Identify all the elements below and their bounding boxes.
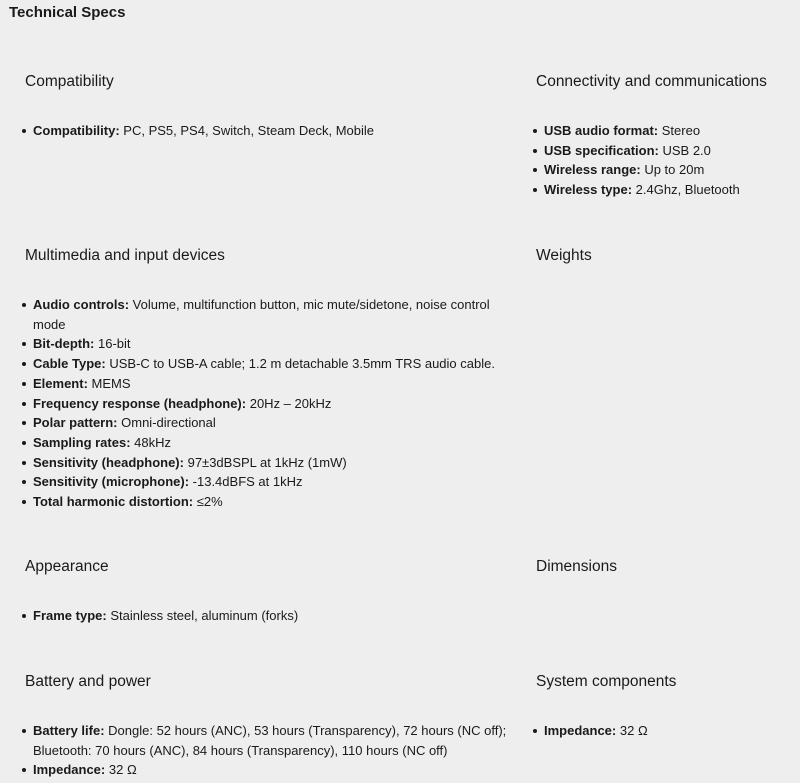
section-heading: Dimensions — [536, 558, 617, 575]
section-connectivity — [536, 72, 796, 200]
spec-label: Sensitivity (microphone): — [33, 474, 190, 490]
spec-value: Dongle: 52 hours (ANC), 53 hours (Transparency), 72 hours (NC off); Bluetooth: 70 hours (ANC), 84 hours (Transparency), 110 hours (NC off) — [33, 723, 507, 758]
spec-label: Element: — [33, 375, 88, 391]
spec-label: Sensitivity (headphone): — [33, 454, 184, 470]
spec-label: USB audio format: — [544, 123, 659, 138]
spec-label: Sampling rates: — [33, 434, 131, 450]
spec-item — [536, 121, 796, 141]
section-heading: Compatibility — [25, 73, 114, 90]
spec-item — [25, 394, 525, 414]
spec-list — [25, 121, 525, 141]
spec-item — [25, 295, 525, 334]
section-weights — [536, 246, 796, 295]
page-title: Technical Specs — [9, 4, 126, 21]
spec-value: Omni-directional — [121, 415, 216, 431]
spec-label: Audio controls: — [33, 297, 130, 312]
spec-value: 97±3dBSPL at 1kHz (1mW) — [187, 454, 347, 470]
spec-label: Frequency response (headphone): — [33, 395, 247, 411]
spec-label: Bit-depth: — [33, 336, 95, 352]
spec-list — [536, 121, 796, 200]
spec-item — [25, 354, 525, 374]
spec-value: USB 2.0 — [662, 142, 711, 158]
spec-item — [536, 160, 796, 180]
spec-label: Polar pattern: — [33, 415, 118, 431]
section-heading: Weights — [536, 247, 592, 264]
spec-value: 32 Ω — [619, 723, 648, 738]
spec-item — [25, 721, 525, 760]
spec-label: Impedance: — [544, 723, 617, 738]
spec-value: PC, PS5, PS4, Switch, Steam Deck, Mobile — [123, 123, 375, 138]
section-dimensions — [536, 557, 796, 606]
spec-value: Stainless steel, aluminum (forks) — [110, 608, 299, 623]
spec-value: 16-bit — [98, 336, 131, 352]
spec-label: Wireless type: — [544, 182, 633, 198]
spec-item — [25, 121, 525, 141]
spec-label: Total harmonic distortion: — [33, 494, 194, 510]
section-multimedia — [25, 246, 525, 512]
spec-label: Cable Type: — [33, 356, 106, 372]
spec-value: 2.4Ghz, Bluetooth — [635, 182, 740, 198]
spec-list — [25, 721, 525, 780]
spec-item — [25, 433, 525, 453]
spec-value: 48kHz — [134, 434, 172, 450]
spec-value: MEMS — [91, 375, 131, 391]
spec-item — [25, 472, 525, 492]
section-appearance — [25, 557, 525, 626]
spec-item — [25, 606, 525, 626]
spec-list — [536, 721, 796, 741]
spec-item — [25, 453, 525, 473]
spec-item — [536, 180, 796, 200]
section-heading: Battery and power — [25, 673, 151, 690]
spec-label: Impedance: — [33, 762, 106, 778]
spec-label: Wireless range: — [544, 162, 641, 178]
spec-value: Up to 20m — [644, 162, 705, 178]
spec-value: 20Hz – 20kHz — [249, 395, 332, 411]
spec-item — [25, 374, 525, 394]
spec-value: -13.4dBFS at 1kHz — [192, 474, 303, 490]
spec-value: ≤2% — [196, 494, 223, 510]
spec-list — [25, 295, 525, 512]
section-system-components — [536, 672, 796, 741]
spec-label: Compatibility: — [33, 123, 120, 138]
spec-list — [25, 606, 525, 626]
spec-label: USB specification: — [544, 142, 659, 158]
section-compatibility — [25, 72, 525, 141]
section-heading: Appearance — [25, 558, 109, 575]
spec-value: Volume, multifunction button, mic mute/sidetone, noise control mode — [33, 297, 490, 332]
spec-label: Frame type: — [33, 608, 107, 623]
spec-item — [536, 721, 796, 741]
spec-item — [25, 413, 525, 433]
spec-item — [25, 492, 525, 512]
spec-item — [536, 141, 796, 161]
spec-label: Battery life: — [33, 723, 105, 738]
spec-item — [25, 334, 525, 354]
spec-value: USB-C to USB-A cable; 1.2 m detachable 3.5mm TRS audio cable. — [109, 356, 495, 372]
section-heading: Multimedia and input devices — [25, 247, 225, 264]
spec-value: Stereo — [661, 123, 701, 138]
section-heading: System components — [536, 673, 677, 690]
section-heading: Connectivity and communications — [536, 73, 767, 90]
spec-value: 32 Ω — [108, 762, 137, 778]
spec-item — [25, 760, 525, 780]
section-battery — [25, 672, 525, 780]
